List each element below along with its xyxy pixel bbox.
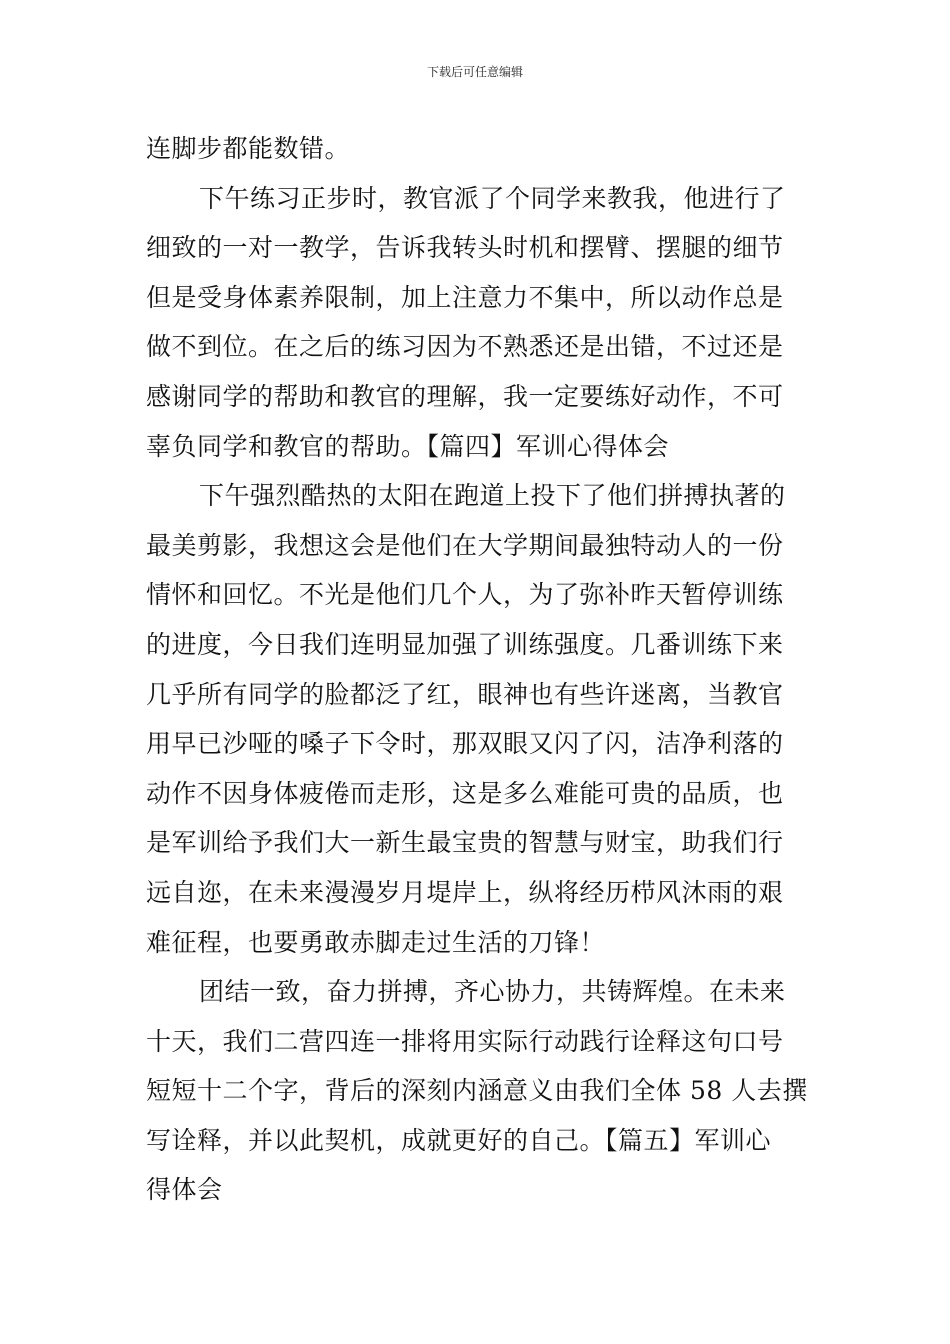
text-line: 远自迩，在未来漫漫岁月堤岸上，纵将经历栉风沐雨的艰: [146, 877, 784, 907]
text-line: 辜负同学和教官的帮助。【篇四】军训心得体会: [146, 431, 670, 461]
paragraph-start-line: 下午强烈酷热的太阳在跑道上投下了他们拼搏执著的: [199, 481, 786, 511]
paragraph-start-line: 团结一致，奋力拼搏，齐心协力，共铸辉煌。在未来: [199, 977, 786, 1007]
text-line: 连脚步都能数错。: [146, 134, 351, 163]
text-line: 动作不因身体疲倦而走形，这是多么难能可贵的品质，也: [146, 778, 784, 808]
text-line: 做不到位。在之后的练习因为不熟悉还是出错，不过还是: [146, 332, 784, 362]
text-line: 短短十二个字，背后的深刻内涵意义由我们全体 58 人去撰: [146, 1076, 808, 1106]
text-line: 写诠释，并以此契机，成就更好的自己。【篇五】军训心: [146, 1125, 772, 1155]
document-body: [146, 124, 806, 1215]
text-line: 感谢同学的帮助和教官的理解，我一定要练好动作，不可: [146, 381, 784, 411]
paragraph-start-line: 下午练习正步时，教官派了个同学来教我，他进行了: [199, 183, 786, 213]
page-header: 下载后可任意编辑: [426, 65, 523, 79]
text-line: 十天，我们二营四连一排将用实际行动践行诠释这句口号: [146, 1026, 784, 1056]
text-line: 细致的一对一教学，告诉我转头时机和摆臂、摆腿的细节: [146, 233, 784, 263]
text-line: 但是受身体素养限制，加上注意力不集中，所以动作总是: [146, 282, 784, 312]
text-line: 的进度，今日我们连明显加强了训练强度。几番训练下来: [146, 629, 784, 659]
text-line: 最美剪影，我想这会是他们在大学期间最独特动人的一份: [146, 530, 784, 560]
text-line: 是军训给予我们大一新生最宝贵的智慧与财宝，助我们行: [146, 828, 784, 858]
text-line: 几乎所有同学的脸都泛了红，眼神也有些许迷离，当教官: [146, 679, 784, 709]
text-line: 得体会: [146, 1175, 223, 1205]
text-line: 难征程，也要勇敢赤脚走过生活的刀锋！: [146, 927, 606, 957]
text-line: 情怀和回忆。不光是他们几个人，为了弥补昨天暂停训练: [146, 580, 784, 610]
text-line: 用早已沙哑的嗓子下令时，那双眼又闪了闪，洁净利落的: [146, 729, 784, 759]
